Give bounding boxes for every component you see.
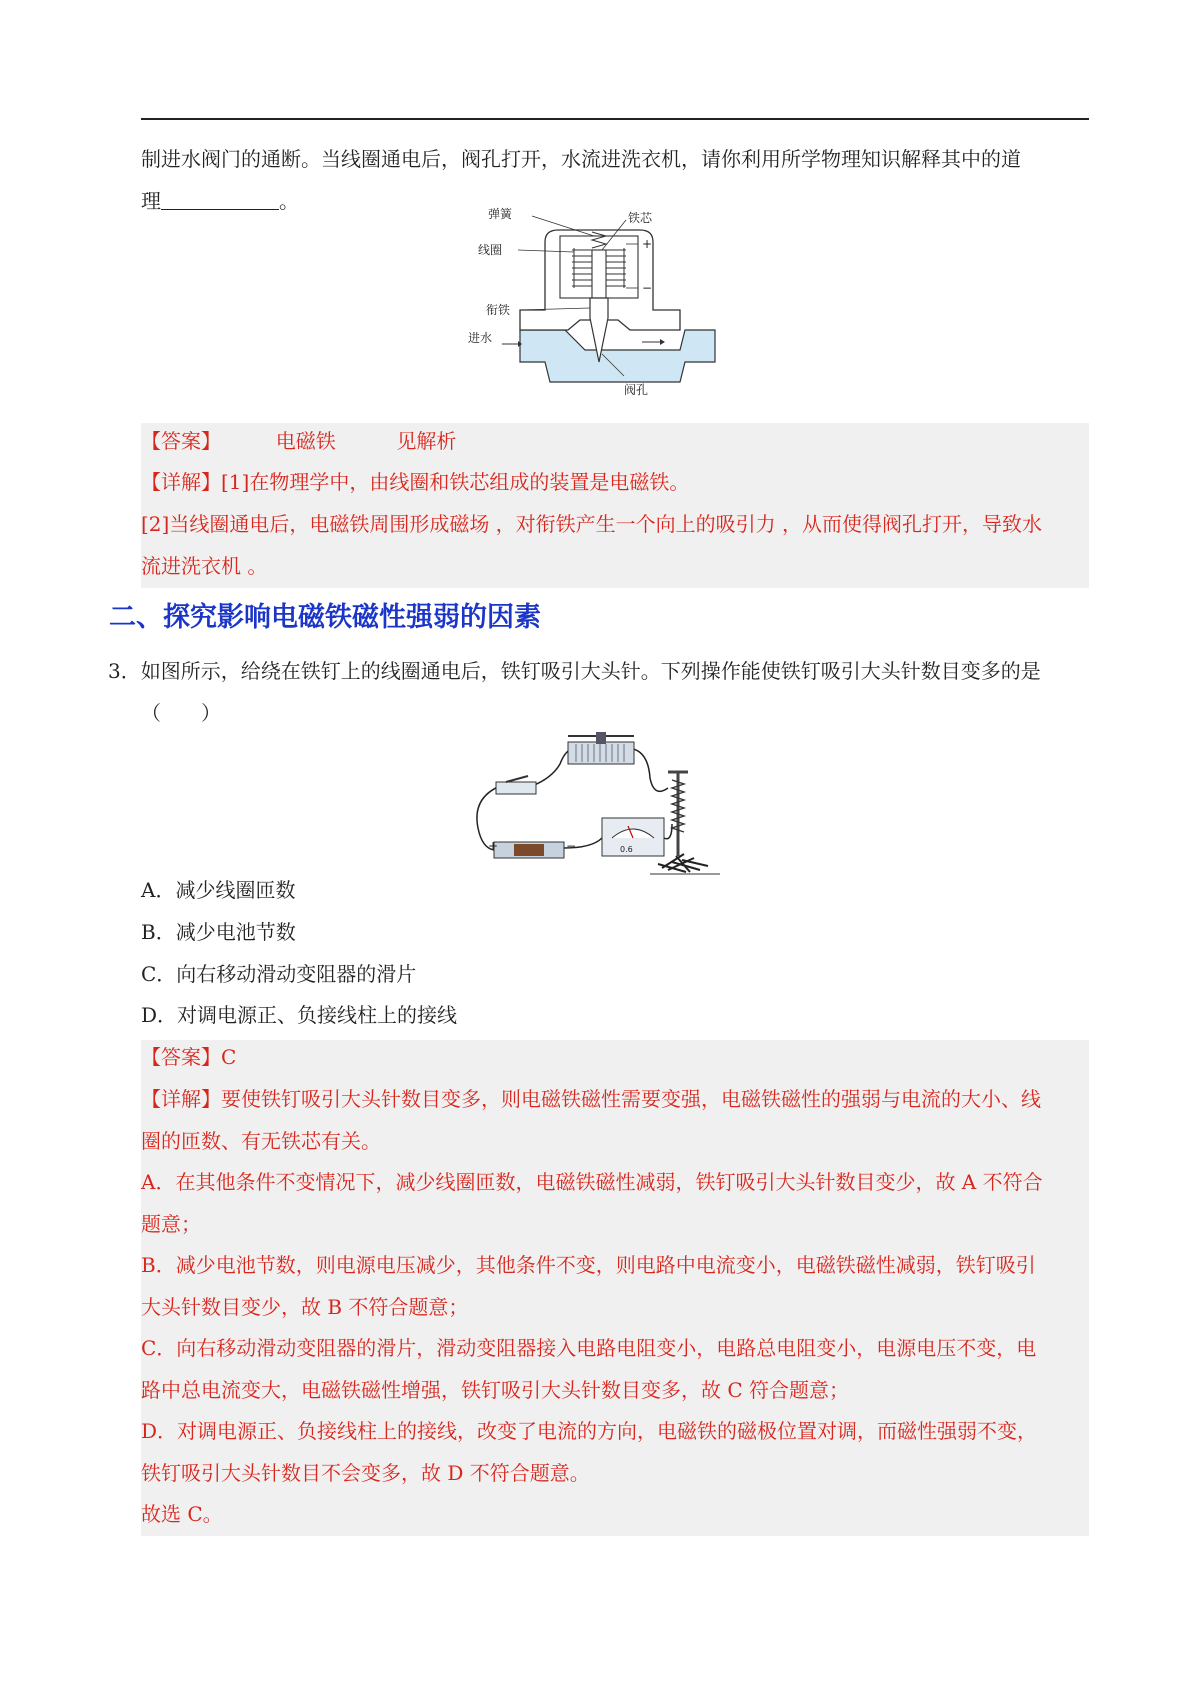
rheostat [568,732,634,764]
option-c: C．向右移动滑动变阻器的滑片 [141,962,417,986]
pins [658,854,708,872]
wire-meter-nail [664,824,672,839]
option-a: A．减少线圈匝数 [141,878,296,902]
label-valve-hole: 阀孔 [624,383,649,397]
battery-minus-label: − [566,839,577,853]
q3-detail-line7: C．向右移动滑动变阻器的滑片，滑动变阻器接入电路电阻变小，电路总电阻变小，电源电压不变，电 [141,1336,1037,1360]
q3-stem-line2: （ ） [141,701,221,725]
header-rule [141,118,1089,120]
label-coil: 线圈 [478,243,503,257]
q3-detail-line2: 圈的匝数、有无铁芯有关。 [141,1129,381,1153]
option-b: B．减少电池节数 [141,920,296,944]
label-inlet: 进水 [468,331,493,345]
q3-detail-line4: 题意； [141,1212,201,1236]
q2-text-line2 [141,187,1089,215]
q2-answer-line [141,427,1089,455]
circuit-figure [472,738,730,878]
q2-detail-line3: 流进洗衣机 。 [141,554,268,578]
detail-tag: 【详解】 [141,1087,221,1111]
q3-detail-line1 [141,1085,1089,1113]
detail-tag: 【详解】 [141,470,221,494]
q2-text-prefix: 理 [141,189,161,213]
q2-detail-line2: [2]当线圈通电后，电磁铁周围形成磁场 ，对衔铁产生一个向上的吸引力 ，从而使得阀孔打开，导致水 [141,512,1043,536]
q3-detail-line6: 大头针数目变少，故 B 不符合题意； [141,1295,469,1319]
answer-blank [161,189,279,210]
detail-1: [1]在物理学中，由线圈和铁芯组成的装置是电磁铁。 [221,470,690,494]
detail-text: 要使铁钉吸引大头针数目变多，则电磁铁磁性需要变强，电磁铁磁性的强弱与电流的大小、线 [221,1087,1041,1111]
battery-plus-label: + [488,839,499,853]
q2-text-line1: 制进水阀门的通断。当线圈通电后，阀孔打开，水流进洗衣机，请你利用所学物理知识解释其中的道 [141,147,1021,171]
label-plus: + [642,237,653,251]
ammeter [602,818,664,856]
q2-text-suffix: 。 [279,189,299,213]
q3-detail-line11: 故选 C。 [141,1502,223,1526]
q3-detail-line10: 铁钉吸引大头针数目不会变多，故 D 不符合题意。 [141,1461,590,1485]
answer-1: 电磁铁 [275,429,336,453]
battery [488,839,576,858]
answer-tag: 【答案】 [141,429,221,453]
switch [496,776,536,794]
label-core: 铁芯 [628,211,653,225]
label-minus: − [642,281,653,295]
solenoid-valve-figure [468,207,730,422]
answer-value: C [221,1045,237,1069]
nail-electromagnet [668,772,688,856]
q3-answer-line [141,1043,1089,1071]
q3-detail-line3: A．在其他条件不变情况下，减少线圈匝数，电磁铁磁性减弱，铁钉吸引大头针数目变少，故 A 不符合 [141,1170,1043,1194]
label-armature: 衔铁 [486,303,511,317]
option-d: D．对调电源正、负接线柱上的接线 [141,1003,458,1027]
q3-detail-line8: 路中总电流变大，电磁铁磁性增强，铁钉吸引大头针数目变多，故 C 符合题意； [141,1378,850,1402]
q2-detail-line1 [141,468,1089,496]
water-channel [520,330,715,382]
label-spring: 弹簧 [488,207,513,221]
q3-detail-line9: D．对调电源正、负接线柱上的接线，改变了电流的方向，电磁铁的磁极位置对调，而磁性强弱不变， [141,1419,1038,1443]
answer-tag: 【答案】 [141,1045,221,1069]
q3-detail-line5: B．减少电池节数，则电源电压减少，其他条件不变，则电路中电流变小，电磁铁磁性减弱，铁钉吸引 [141,1253,1036,1277]
meter-reading: 0.6 [620,845,633,854]
iron-core [592,250,606,298]
section-heading: 二、探究影响电磁铁磁性强弱的因素 [109,602,541,633]
q3-stem-line1: 3．如图所示，给绕在铁钉上的线圈通电后，铁钉吸引大头针。下列操作能使铁钉吸引大头针数目变多的是 [108,659,1041,683]
answer-2: 见解析 [396,429,457,453]
